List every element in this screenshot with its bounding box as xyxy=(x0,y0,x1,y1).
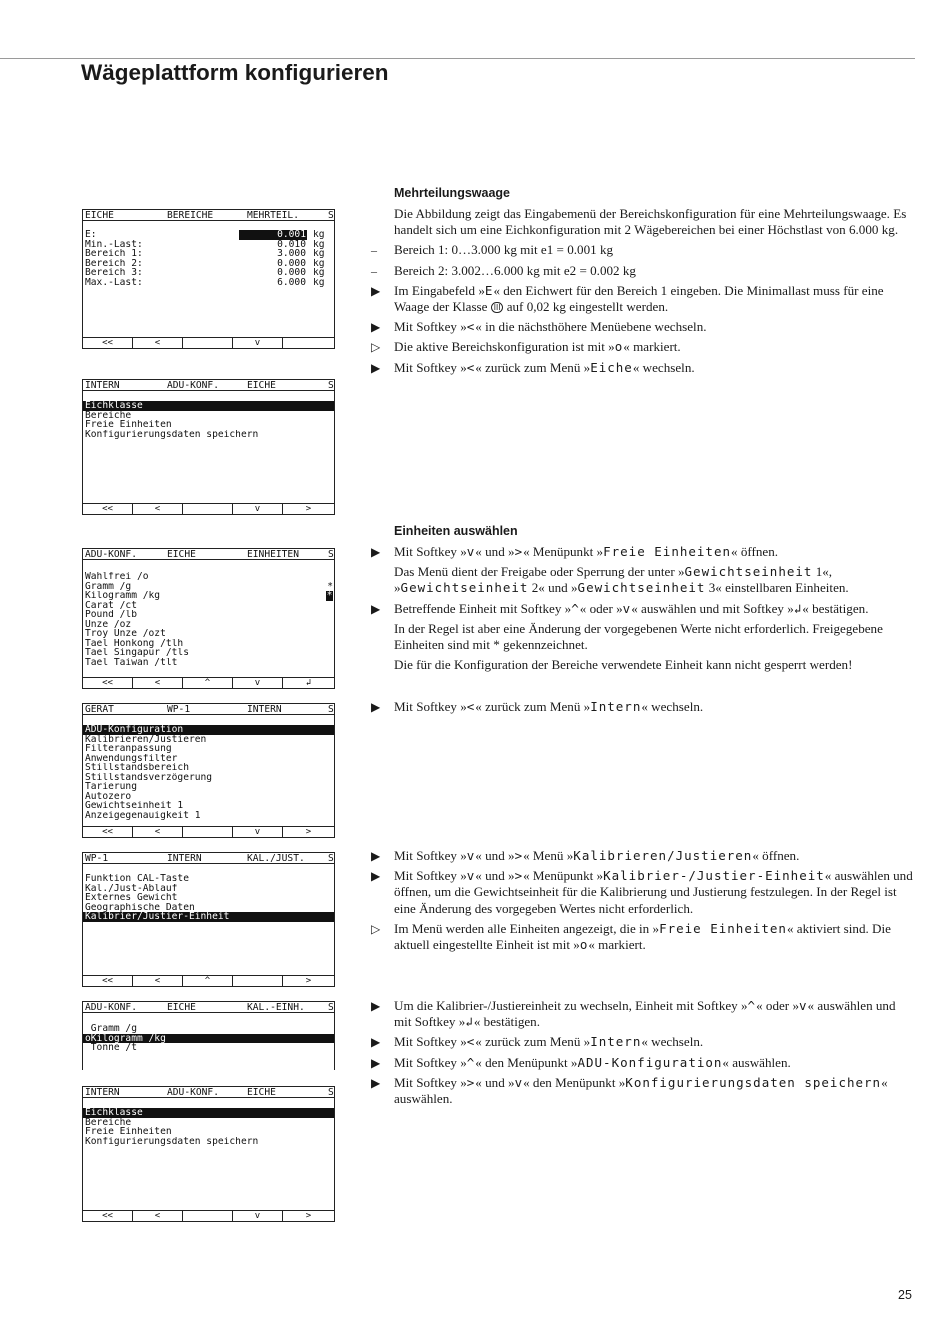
menu-item-speichern[interactable]: Konfigurierungsdaten speichern xyxy=(85,1136,259,1146)
section-intern-return xyxy=(371,699,916,719)
softkey-forward[interactable]: > xyxy=(305,1211,312,1221)
paragraph: In der Regel ist aber eine Änderung der vorgegebenen Werte nicht erforderlich. Freigegebene Einheiten sind mit * gekennzeichnet. xyxy=(394,620,883,653)
softkey-bar xyxy=(83,677,334,688)
step-triangle-icon: ▶ xyxy=(371,1055,381,1070)
menu-item-freie-einheiten[interactable]: Freie Einheiten xyxy=(85,1127,172,1137)
softkey-back-top[interactable]: << xyxy=(83,678,133,688)
enabled-mark-cursor: * xyxy=(326,591,333,601)
unit-item[interactable]: Wahlfrei /o xyxy=(85,572,149,582)
lcd-screen-kal-einh xyxy=(82,1001,335,1070)
step-triangle-icon: ▶ xyxy=(371,700,381,714)
softkey-up[interactable]: ^ xyxy=(183,678,233,688)
top-rule xyxy=(0,58,915,59)
enabled-mark: * xyxy=(327,581,333,591)
softkey-empty[interactable] xyxy=(183,504,233,514)
unit-item[interactable]: Carat /ct xyxy=(85,600,137,610)
paragraph-note: Die für die Konfiguration der Bereiche verwendete Einheit kann nicht gesperrt werden! xyxy=(394,657,853,673)
screen-row: Max.-Last: 6.000 kg xyxy=(85,277,325,287)
softkey-back[interactable]: < xyxy=(133,976,183,986)
step-item: ▶ Mit Softkey »>« und »v« den Menüpunkt »Konfigurierungsdaten speichern« auswählen. xyxy=(371,1074,888,1107)
step-item: ▶ Mit Softkey »v« und »>« Menüpunkt »Freie Einheiten« öffnen. xyxy=(371,544,779,559)
step-triangle-icon: ▶ xyxy=(371,1075,381,1090)
unit-item[interactable]: Tael Taiwan /tlt xyxy=(85,657,178,667)
step-item: ▶ Mit Softkey »<« zurück zum Menü »Intern« wechseln. xyxy=(371,699,704,714)
step-triangle-icon: ▶ xyxy=(371,869,381,884)
unit-option-active[interactable]: oKilogramm /kg xyxy=(83,1034,334,1044)
softkey-back[interactable]: < xyxy=(133,504,183,514)
dash-item: – Bereich 2: 3.002…6.000 kg mit e2 = 0.002 kg xyxy=(371,262,636,278)
step-triangle-icon: ▶ xyxy=(371,360,381,375)
step-item: ▶ Mit Softkey »<« zurück zum Menü »Intern« wechseln. xyxy=(371,1034,704,1050)
menu-item[interactable]: Funktion CAL-Taste xyxy=(85,874,189,884)
menu-item[interactable]: Tarierung xyxy=(85,782,137,792)
menu-item[interactable]: Kalibrieren/Justieren xyxy=(85,734,207,744)
softkey-bar xyxy=(83,826,334,837)
softkey-back-top[interactable]: << xyxy=(83,827,133,837)
unit-option[interactable]: Gramm /g xyxy=(85,1024,137,1034)
paragraph: Das Menü dient der Freigabe oder Sperrung der unter »Gewichtseinheit 1«, »Gewichtseinheit 2« und »Gewichtseinheit 3« einstellbaren Einheiten. xyxy=(394,564,849,596)
result-item: ▷ Die aktive Bereichskonfiguration ist mit »o« markiert. xyxy=(371,339,681,355)
softkey-bar xyxy=(83,975,334,986)
softkey-back-top[interactable]: << xyxy=(83,504,133,514)
softkey-back[interactable]: < xyxy=(133,678,183,688)
softkey-empty[interactable] xyxy=(183,827,233,837)
section-heading-mehrteilungswaage: Mehrteilungswaage xyxy=(394,186,510,200)
unit-item[interactable]: Tael Singapur /tls xyxy=(85,648,189,658)
menu-item[interactable]: Stillstandsverzögerung xyxy=(85,772,213,782)
softkey-back[interactable]: < xyxy=(133,338,183,348)
unit-item[interactable]: Gramm /g * xyxy=(85,581,333,591)
unit-item[interactable]: Troy Unze /ozt xyxy=(85,629,166,639)
dash-icon: – xyxy=(371,263,377,278)
softkey-bar xyxy=(83,503,334,514)
result-triangle-icon: ▷ xyxy=(371,921,381,936)
softkey-down[interactable]: v xyxy=(233,1211,283,1221)
step-triangle-icon: ▶ xyxy=(371,601,381,616)
step-triangle-icon: ▶ xyxy=(371,849,381,863)
section-kalibrieren xyxy=(371,848,916,957)
step-triangle-icon: ▶ xyxy=(371,283,381,298)
screen-row[interactable]: E: 0.001 kg xyxy=(85,230,325,240)
softkey-bar xyxy=(83,1210,334,1221)
header-text: EICHE xyxy=(85,210,114,221)
softkey-empty[interactable] xyxy=(183,338,233,348)
menu-item-bereiche[interactable]: Bereiche xyxy=(85,1117,132,1127)
softkey-down[interactable]: v xyxy=(233,504,283,514)
field-value[interactable]: 0.001 xyxy=(239,230,307,240)
step-item: ▶ Mit Softkey »v« und »>« Menüpunkt »Kalibrier-/Justier-Einheit« auswählen und öffnen, um die Gewichtseinheit für die Kalibrierung und Justierung festzulegen. In der Regel ist eine Änderung des vorgegeben Wertes nicht erforderlich. xyxy=(371,868,913,916)
unit-item[interactable]: Unze /oz xyxy=(85,619,132,629)
softkey-up[interactable]: ^ xyxy=(183,976,233,986)
page-number: 25 xyxy=(898,1288,912,1302)
step-item: ▶ Um die Kalibrier-/Justiereinheit zu wechseln, Einheit mit Softkey »^« oder »v« auswählen und mit Softkey »↲« bestätigen. xyxy=(371,998,896,1030)
softkey-down[interactable]: v xyxy=(233,338,283,348)
step-item: ▶ Im Eingabefeld »E« den Eichwert für den Bereich 1 eingeben. Die Minimallast muss für eine Waage der Klasse III auf 0,02 kg eingestellt werden. xyxy=(371,282,884,315)
softkey-back[interactable]: < xyxy=(133,1211,183,1221)
dash-item: – Bereich 1: 0…3.000 kg mit e1 = 0.001 kg xyxy=(371,242,614,258)
screen-header: WP-1 INTERN KAL./JUST. S xyxy=(85,853,334,864)
step-triangle-icon: ▶ xyxy=(371,320,381,335)
result-triangle-icon: ▷ xyxy=(371,340,381,355)
screen-header: INTERN ADU-KONF. EICHE S xyxy=(85,380,334,391)
screen-header: ADU-KONF. EICHE KAL.-EINH. S xyxy=(85,1002,334,1013)
lcd-screen-eiche-menu xyxy=(82,379,335,515)
screen-header xyxy=(83,210,334,221)
header-text: S xyxy=(328,210,334,221)
menu-item-speichern[interactable]: Konfigurierungsdaten speichern xyxy=(85,429,259,439)
softkey-empty[interactable] xyxy=(233,976,283,986)
screen-row: Bereich 3: 0.000 kg xyxy=(85,268,325,278)
menu-item[interactable]: Externes Gewicht xyxy=(85,893,178,903)
lcd-screen-kal-just xyxy=(82,852,335,987)
step-triangle-icon: ▶ xyxy=(371,1035,381,1050)
lcd-screen-einheiten xyxy=(82,548,335,689)
paragraph: Die Abbildung zeigt das Eingabemenü der Bereichskonfiguration für eine Mehrteilungswaage. Es handelt sich um eine Eichkonfiguration mit 2 Wägebereichen bei einer Höchstlast von 6.000 kg. xyxy=(394,206,907,238)
screen-row: Bereich 2: 0.000 kg xyxy=(85,258,325,268)
menu-item-eichklasse[interactable]: Eichklasse xyxy=(83,401,334,411)
softkey-back-top[interactable]: << xyxy=(83,976,133,986)
menu-item-adu-konfiguration[interactable]: ADU-Konfiguration xyxy=(83,725,334,735)
section-einheit-wechseln xyxy=(371,998,916,1111)
menu-item[interactable]: Gewichtseinheit 1 xyxy=(85,801,184,811)
softkey-forward[interactable]: > xyxy=(305,976,312,986)
menu-item[interactable]: Kal./Just-Ablauf xyxy=(85,883,178,893)
unit-option[interactable]: Tonne /t xyxy=(85,1043,137,1053)
softkey-down[interactable]: v xyxy=(233,678,283,688)
page-title: Wägeplattform konfigurieren xyxy=(81,60,389,85)
header-text: MEHRTEIL. xyxy=(247,210,299,221)
softkey-back-top[interactable]: << xyxy=(83,338,133,348)
softkey-back[interactable]: < xyxy=(133,827,183,837)
unit-item[interactable]: Tael Honkong /tlh xyxy=(85,638,184,648)
screen-row: Bereich 1: 3.000 kg xyxy=(85,249,325,259)
section-heading-einheiten: Einheiten auswählen xyxy=(394,524,518,538)
softkey-empty[interactable] xyxy=(183,1211,233,1221)
menu-item[interactable]: Anzeigegenauigkeit 1 xyxy=(85,810,201,820)
menu-item[interactable]: Geographische Daten xyxy=(85,902,195,912)
menu-item[interactable]: Autozero xyxy=(85,791,132,801)
dash-icon: – xyxy=(371,243,377,258)
screen-header: ADU-KONF. EICHE EINHEITEN S xyxy=(85,549,334,560)
softkey-back-top[interactable]: << xyxy=(83,1211,133,1221)
unit-item[interactable]: Pound /lb xyxy=(85,610,137,620)
menu-item[interactable]: Anwendungsfilter xyxy=(85,753,178,763)
header-text: BEREICHE xyxy=(167,210,214,221)
screen-row: Min.-Last: 0.010 kg xyxy=(85,239,325,249)
screen-header: GERAT WP-1 INTERN S xyxy=(85,704,334,715)
unit-item[interactable]: Kilogramm /kg * xyxy=(85,591,333,601)
lcd-screen-mehrteil xyxy=(82,209,335,349)
lcd-screen-eiche-menu-2 xyxy=(82,1086,335,1222)
softkey-enter[interactable]: ↲ xyxy=(305,678,312,688)
menu-item[interactable]: Filteranpassung xyxy=(85,744,172,754)
class-symbol: III xyxy=(491,302,504,313)
menu-item-kalibrier-einheit[interactable]: Kalibrier/Justier-Einheit xyxy=(83,912,334,922)
section-mehrteilungswaage xyxy=(371,206,916,380)
menu-item-freie-einheiten[interactable]: Freie Einheiten xyxy=(85,420,172,430)
softkey-down[interactable]: v xyxy=(233,827,283,837)
menu-item[interactable]: Stillstandsbereich xyxy=(85,763,189,773)
step-triangle-icon: ▶ xyxy=(371,999,381,1013)
section-einheiten xyxy=(371,544,916,677)
lcd-screen-intern xyxy=(82,703,335,838)
result-item: ▷ Im Menü werden alle Einheiten angezeigt, die in »Freie Einheiten« aktiviert sind. Die aktuell eingestellte Einheit ist mit »o« markiert. xyxy=(371,920,891,953)
softkey-bar xyxy=(83,337,334,348)
screen-header: INTERN ADU-KONF. EICHE S xyxy=(85,1087,334,1098)
step-item: ▶ Mit Softkey »^« den Menüpunkt »ADU-Konfiguration« auswählen. xyxy=(371,1054,791,1070)
softkey-forward[interactable]: > xyxy=(305,827,312,837)
step-item: ▶ Mit Softkey »v« und »>« Menü »Kalibrieren/Justieren« öffnen. xyxy=(371,848,800,863)
step-item: ▶ Betreffende Einheit mit Softkey »^« oder »v« auswählen und mit Softkey »↲« bestätigen. xyxy=(371,600,869,616)
menu-item-bereiche[interactable]: Bereiche xyxy=(85,410,132,420)
softkey-empty[interactable] xyxy=(283,338,334,348)
softkey-forward[interactable]: > xyxy=(305,504,312,514)
step-item: ▶ Mit Softkey »<« in die nächsthöhere Menüebene wechseln. xyxy=(371,319,707,335)
menu-item-eichklasse[interactable]: Eichklasse xyxy=(83,1108,334,1118)
step-triangle-icon: ▶ xyxy=(371,545,381,559)
step-item: ▶ Mit Softkey »<« zurück zum Menü »Eiche« wechseln. xyxy=(371,359,695,375)
